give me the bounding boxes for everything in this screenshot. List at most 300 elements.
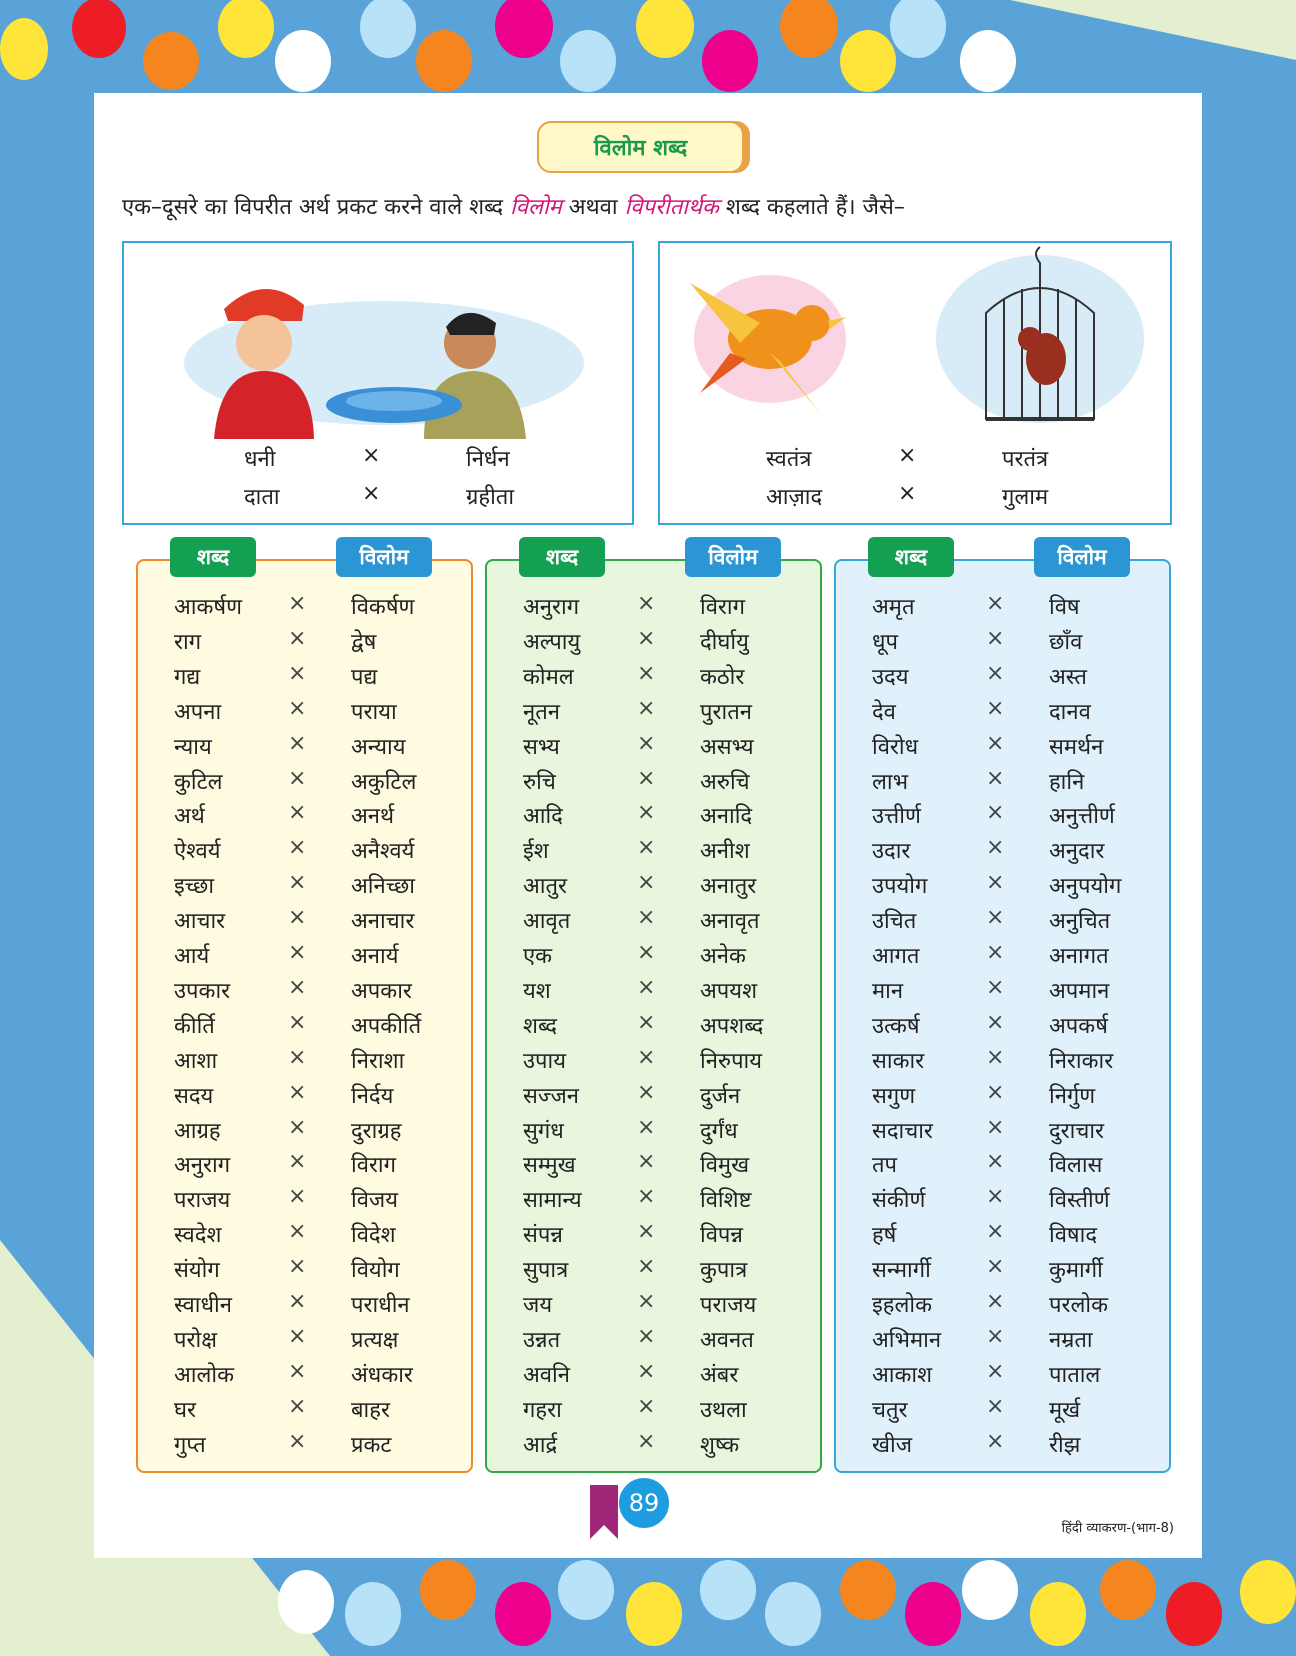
word-pair-row — [836, 1429, 1169, 1464]
cross-sign: × — [288, 940, 307, 965]
cross-sign: × — [986, 1393, 1005, 1419]
page-title: विलोम शब्द — [537, 121, 744, 173]
word-pair-row — [487, 766, 820, 801]
word: न्याय — [174, 734, 212, 760]
word-pair-row — [836, 1115, 1169, 1150]
word: धूप — [872, 629, 899, 655]
cross-sign: × — [362, 443, 381, 468]
word-pair-row — [138, 1045, 471, 1080]
cross-sign: × — [637, 1254, 656, 1280]
word-pair-row — [138, 1254, 471, 1289]
opposite-word: दुराग्रह — [351, 1118, 402, 1144]
word: गुप्त — [174, 1432, 206, 1458]
cross-sign: × — [288, 1184, 307, 1210]
word-pair-row — [487, 696, 820, 731]
word: सन्मार्गी — [872, 1258, 931, 1284]
word-pair-row — [836, 1359, 1169, 1394]
cross-sign: × — [288, 1009, 307, 1035]
word: राग — [174, 629, 202, 655]
word: संकीर्ण — [872, 1188, 926, 1214]
opposite-word: अंबर — [700, 1362, 739, 1388]
opposite-word: अकुटिल — [351, 769, 417, 795]
opposite-word: दुर्गंध — [700, 1118, 738, 1144]
cross-sign: × — [986, 591, 1005, 616]
cross-sign: × — [986, 1184, 1005, 1210]
opposite-word: अस्त — [1049, 664, 1087, 690]
word: स्वदेश — [174, 1223, 222, 1249]
word-pair-row — [138, 1115, 471, 1150]
highlight-vilom: विलोम — [510, 195, 562, 220]
word: विरोध — [872, 734, 919, 760]
word-pair-row — [836, 1324, 1169, 1359]
word: अपना — [174, 699, 222, 725]
cross-sign: × — [288, 905, 307, 931]
word-pair-row — [836, 696, 1169, 731]
word: सुपात्र — [523, 1258, 569, 1284]
opposite-word: प्रत्यक्ष — [351, 1327, 399, 1353]
example-opposite: ग्रहीता — [466, 485, 515, 510]
cross-sign: × — [986, 800, 1005, 826]
header-shabd: शब्द — [170, 537, 256, 577]
word: संपन्न — [523, 1223, 563, 1249]
word: तप — [872, 1153, 898, 1179]
cross-sign: × — [986, 905, 1005, 931]
word: उपकार — [174, 978, 231, 1004]
word: यश — [523, 978, 551, 1004]
highlight-vipritarthak: विपरीतार्थक — [624, 195, 719, 220]
word: मान — [872, 978, 904, 1004]
opposite-word: पाताल — [1049, 1362, 1101, 1388]
header-vilom: विलोम — [685, 537, 781, 577]
cross-sign: × — [637, 1009, 656, 1035]
word-pair-row — [138, 975, 471, 1010]
cross-sign: × — [986, 1114, 1005, 1140]
opposite-word: निरुपाय — [700, 1048, 763, 1074]
opposite-word: अरुचि — [700, 769, 750, 795]
word-pair-row — [487, 1254, 820, 1289]
word-pair-row — [487, 905, 820, 940]
cross-sign: × — [637, 591, 656, 616]
word-pair-row — [138, 870, 471, 905]
word: आचार — [174, 909, 226, 935]
cross-sign: × — [898, 481, 917, 506]
word: अभिमान — [872, 1327, 942, 1353]
word-pair-row — [836, 1045, 1169, 1080]
word: गहरा — [523, 1397, 562, 1423]
word-pair-row — [487, 835, 820, 870]
header-shabd: शब्द — [868, 537, 954, 577]
word-pair-row — [138, 1184, 471, 1219]
word: नूतन — [523, 699, 560, 725]
opposite-word: अनातुर — [700, 874, 757, 900]
cross-sign: × — [288, 1079, 307, 1105]
cross-sign: × — [637, 1289, 656, 1314]
opposite-word: विष — [1049, 595, 1080, 620]
cross-sign: × — [637, 765, 656, 791]
word: आकाश — [872, 1362, 933, 1388]
word-pair-row — [138, 766, 471, 801]
header-vilom: विलोम — [336, 537, 432, 577]
cross-sign: × — [288, 800, 307, 826]
word-pair-row — [836, 940, 1169, 975]
word: उचित — [872, 909, 917, 935]
opposite-word: शुष्क — [700, 1432, 740, 1458]
cross-sign: × — [986, 1289, 1005, 1314]
word-pair-row — [138, 1149, 471, 1184]
example-opposite: गुलाम — [1002, 485, 1049, 510]
cross-sign: × — [637, 1358, 656, 1384]
word-pair-row — [487, 940, 820, 975]
rich-poor-illustration — [124, 243, 632, 439]
word: अनुराग — [523, 595, 580, 620]
opposite-word: पराधीन — [351, 1293, 410, 1318]
word: इहलोक — [872, 1293, 932, 1318]
word-pair-row — [836, 591, 1169, 626]
word-pair-row — [836, 1254, 1169, 1289]
cross-sign: × — [986, 1044, 1005, 1070]
cross-sign: × — [637, 695, 656, 721]
word: कोमल — [523, 664, 574, 690]
opposite-word: अनुचित — [1049, 909, 1111, 935]
cross-sign: × — [637, 1393, 656, 1419]
opposite-word: विदेश — [351, 1223, 396, 1249]
opposite-word: कुपात्र — [700, 1258, 748, 1284]
opposite-word: दानव — [1049, 699, 1091, 725]
word-pair-row — [138, 1219, 471, 1254]
cross-sign: × — [288, 625, 307, 651]
cross-sign: × — [637, 974, 656, 1000]
cross-sign: × — [986, 730, 1005, 756]
cross-sign: × — [986, 1009, 1005, 1035]
opposite-word: कुमार्गी — [1049, 1258, 1103, 1284]
cross-sign: × — [986, 1149, 1005, 1175]
cross-sign: × — [637, 625, 656, 651]
cross-sign: × — [986, 1428, 1005, 1454]
word-pair-row — [138, 1359, 471, 1394]
word-pair-row — [836, 835, 1169, 870]
word: अर्थ — [174, 804, 205, 830]
example-word: दाता — [244, 485, 280, 510]
cross-sign: × — [986, 1358, 1005, 1384]
word: आर्य — [174, 944, 210, 969]
opposite-word: पद्य — [351, 664, 378, 690]
opposite-word: पराया — [351, 699, 397, 725]
example-opposite: परतंत्र — [1002, 447, 1049, 472]
word-column-1 — [136, 545, 473, 1473]
cross-sign: × — [986, 625, 1005, 651]
word-pair-row — [138, 835, 471, 870]
word: सभ्य — [523, 734, 560, 760]
word-pair-row — [836, 975, 1169, 1010]
word-pair-row — [138, 591, 471, 626]
word-pair-row — [836, 626, 1169, 661]
word-pair-row — [138, 661, 471, 696]
word-pair-row — [138, 940, 471, 975]
word: आतुर — [523, 874, 568, 900]
opposite-word: विजय — [351, 1188, 399, 1214]
word: आगत — [872, 944, 920, 969]
opposite-word: अपशब्द — [700, 1013, 764, 1039]
cross-sign: × — [986, 765, 1005, 791]
word-pair-row — [836, 1080, 1169, 1115]
opposite-word: निराकार — [1049, 1048, 1114, 1074]
word: सामान्य — [523, 1188, 582, 1214]
word: सुगंध — [523, 1118, 564, 1144]
opposite-word: प्रकट — [351, 1432, 392, 1458]
word-pair-row — [836, 1010, 1169, 1045]
opposite-word: विकर्षण — [351, 595, 415, 620]
cross-sign: × — [986, 1079, 1005, 1105]
cross-sign: × — [637, 1079, 656, 1105]
opposite-word: अनाचार — [351, 909, 415, 935]
opposite-word: मूर्ख — [1049, 1397, 1081, 1423]
cross-sign: × — [288, 1149, 307, 1175]
example-opposite: निर्धन — [466, 447, 510, 472]
opposite-word: विशिष्ट — [700, 1188, 752, 1214]
cross-sign: × — [288, 695, 307, 721]
opposite-word: विपन्न — [700, 1223, 743, 1249]
word-pair-row — [487, 1010, 820, 1045]
cross-sign: × — [288, 835, 307, 861]
cross-sign: × — [288, 1428, 307, 1454]
cross-sign: × — [637, 660, 656, 686]
opposite-word: रीझ — [1049, 1432, 1081, 1458]
cross-sign: × — [288, 1114, 307, 1140]
cross-sign: × — [288, 1219, 307, 1245]
word: अवनि — [523, 1362, 570, 1388]
example-word: स्वतंत्र — [766, 447, 812, 472]
cross-sign: × — [986, 695, 1005, 721]
word: आवृत — [523, 909, 571, 935]
word-pair-row — [138, 800, 471, 835]
word-pair-row — [487, 1289, 820, 1324]
word: सज्जन — [523, 1083, 579, 1109]
word-pair-row — [836, 1219, 1169, 1254]
opposite-word: विषाद — [1049, 1223, 1098, 1249]
example-word: धनी — [244, 447, 276, 472]
cross-sign: × — [288, 660, 307, 686]
bird-cage-illustration — [660, 243, 1170, 439]
cross-sign: × — [288, 1044, 307, 1070]
opposite-word: अपकार — [351, 978, 412, 1004]
word-pair-row — [487, 731, 820, 766]
opposite-word: असभ्य — [700, 734, 754, 760]
opposite-word: अनार्य — [351, 944, 399, 969]
cross-sign: × — [637, 940, 656, 965]
opposite-word: अनैश्वर्य — [351, 839, 415, 865]
opposite-word: दुर्जन — [700, 1083, 741, 1109]
word: कीर्ति — [174, 1013, 215, 1039]
cross-sign: × — [288, 1323, 307, 1349]
word-pair-row — [836, 1149, 1169, 1184]
cross-sign: × — [288, 591, 307, 616]
example-box-1 — [122, 241, 634, 525]
opposite-word: विमुख — [700, 1153, 750, 1179]
word: संयोग — [174, 1258, 220, 1284]
opposite-word: नम्रता — [1049, 1327, 1093, 1353]
word-pair-row — [487, 1359, 820, 1394]
opposite-word: अनीश — [700, 839, 750, 865]
word: परोक्ष — [174, 1327, 217, 1353]
footer-book-title: हिंदी व्याकरण-(भाग-8) — [1061, 1521, 1174, 1536]
cross-sign: × — [637, 1184, 656, 1210]
word-pair-row — [487, 870, 820, 905]
opposite-word: अनादि — [700, 804, 753, 830]
opposite-word: अनिच्छा — [351, 874, 415, 900]
opposite-word: अनुपयोग — [1049, 874, 1122, 900]
cross-sign: × — [288, 1289, 307, 1314]
opposite-word: वियोग — [351, 1258, 400, 1284]
word-pair-row — [138, 731, 471, 766]
opposite-word: अंधकार — [351, 1362, 413, 1388]
word: हर्ष — [872, 1223, 897, 1249]
word: अमृत — [872, 595, 915, 620]
opposite-word: अन्याय — [351, 734, 406, 760]
cross-sign: × — [637, 835, 656, 861]
cross-sign: × — [637, 1219, 656, 1245]
opposite-word: समर्थन — [1049, 734, 1104, 760]
opposite-word: पराजय — [700, 1293, 757, 1318]
word: उन्नत — [523, 1327, 561, 1353]
word: देव — [872, 699, 896, 725]
word: गद्य — [174, 664, 201, 690]
word-pair-row — [487, 1045, 820, 1080]
word: एक — [523, 944, 553, 969]
opposite-word: निर्दय — [351, 1083, 394, 1109]
word-pair-row — [138, 1289, 471, 1324]
opposite-word: कठोर — [700, 664, 745, 690]
word-pair-row — [487, 1394, 820, 1429]
cross-sign: × — [898, 443, 917, 468]
word: उत्तीर्ण — [872, 804, 921, 830]
opposite-word: परलोक — [1049, 1293, 1109, 1318]
word: आग्रह — [174, 1118, 221, 1144]
opposite-word: दुराचार — [1049, 1118, 1105, 1144]
cross-sign: × — [288, 1393, 307, 1419]
word-pair-row — [487, 1184, 820, 1219]
example-box-2 — [658, 241, 1172, 525]
cross-sign: × — [288, 765, 307, 791]
word: स्वाधीन — [174, 1293, 232, 1318]
word: पराजय — [174, 1188, 231, 1214]
opposite-word: हानि — [1049, 769, 1085, 795]
intro-text: एक–दूसरे का विपरीत अर्थ प्रकट करने वाले शब्द विलोम अथवा विपरीतार्थक शब्द कहलाते हैं। जैसे– — [122, 195, 905, 220]
word-pair-row — [836, 1394, 1169, 1429]
opposite-word: उथला — [700, 1397, 747, 1423]
cross-sign: × — [637, 905, 656, 931]
opposite-word: विस्तीर्ण — [1049, 1188, 1110, 1214]
cross-sign: × — [637, 1428, 656, 1454]
word-pair-row — [487, 1149, 820, 1184]
word: रुचि — [523, 769, 556, 795]
cross-sign: × — [637, 1323, 656, 1349]
opposite-word: अनर्थ — [351, 804, 395, 830]
cross-sign: × — [637, 1114, 656, 1140]
word: ऐश्वर्य — [174, 839, 221, 865]
cross-sign: × — [986, 940, 1005, 965]
opposite-word: पुरातन — [700, 699, 752, 725]
word: उत्कर्ष — [872, 1013, 920, 1039]
word: उपाय — [523, 1048, 567, 1074]
word-pair-row — [836, 905, 1169, 940]
opposite-word: अपकीर्ति — [351, 1013, 422, 1039]
word-pair-row — [138, 1429, 471, 1464]
word: सम्मुख — [523, 1153, 576, 1179]
header-vilom: विलोम — [1034, 537, 1130, 577]
word: सदाचार — [872, 1118, 933, 1144]
cross-sign: × — [986, 974, 1005, 1000]
page-number: 89 — [619, 1478, 669, 1528]
word-pair-row — [487, 661, 820, 696]
word: आशा — [174, 1048, 218, 1074]
word: ईश — [523, 839, 549, 865]
opposite-word: अपकर्ष — [1049, 1013, 1108, 1039]
cross-sign: × — [637, 870, 656, 896]
word-column-2 — [485, 545, 822, 1473]
word: साकार — [872, 1048, 925, 1074]
opposite-word: अनावृत — [700, 909, 760, 935]
cross-sign: × — [362, 481, 381, 506]
word-pair-row — [836, 1184, 1169, 1219]
cross-sign: × — [986, 660, 1005, 686]
cross-sign: × — [288, 1254, 307, 1280]
cross-sign: × — [986, 1219, 1005, 1245]
cross-sign: × — [637, 1044, 656, 1070]
opposite-word: द्वेष — [351, 629, 377, 655]
word-pair-row — [836, 800, 1169, 835]
opposite-word: छाँव — [1049, 629, 1083, 655]
word-pair-row — [487, 591, 820, 626]
worksheet-page — [94, 93, 1202, 1558]
opposite-word: विलास — [1049, 1153, 1103, 1179]
opposite-word: अनुत्तीर्ण — [1049, 804, 1115, 830]
word: अनुराग — [174, 1153, 231, 1179]
word: सगुण — [872, 1083, 916, 1109]
opposite-word: बाहर — [351, 1397, 390, 1423]
opposite-word: विराग — [351, 1153, 397, 1179]
word-pair-row — [138, 1010, 471, 1045]
word: आलोक — [174, 1362, 234, 1388]
cross-sign: × — [637, 800, 656, 826]
cross-sign: × — [288, 1358, 307, 1384]
title-banner — [537, 121, 752, 173]
word-pair-row — [836, 731, 1169, 766]
cross-sign: × — [288, 870, 307, 896]
word-column-3 — [834, 545, 1171, 1473]
word-pair-row — [138, 1080, 471, 1115]
word-pair-row — [836, 1289, 1169, 1324]
word: घर — [174, 1397, 197, 1423]
bookmark-icon — [584, 1485, 624, 1539]
opposite-word: दीर्घायु — [700, 629, 749, 655]
cross-sign: × — [986, 870, 1005, 896]
word: अल्पायु — [523, 629, 581, 655]
cross-sign: × — [288, 974, 307, 1000]
word-pair-row — [836, 661, 1169, 696]
word: इच्छा — [174, 874, 215, 900]
word-pair-row — [487, 1080, 820, 1115]
word-pair-row — [487, 626, 820, 661]
opposite-word: अनुदार — [1049, 839, 1105, 865]
word: चतुर — [872, 1397, 908, 1423]
opposite-word: अनागत — [1049, 944, 1109, 969]
opposite-word: अपयश — [700, 978, 758, 1004]
word: उदय — [872, 664, 909, 690]
opposite-word: निर्गुण — [1049, 1083, 1096, 1109]
word: सदय — [174, 1083, 214, 1109]
word: उदार — [872, 839, 911, 865]
cross-sign: × — [986, 1254, 1005, 1280]
